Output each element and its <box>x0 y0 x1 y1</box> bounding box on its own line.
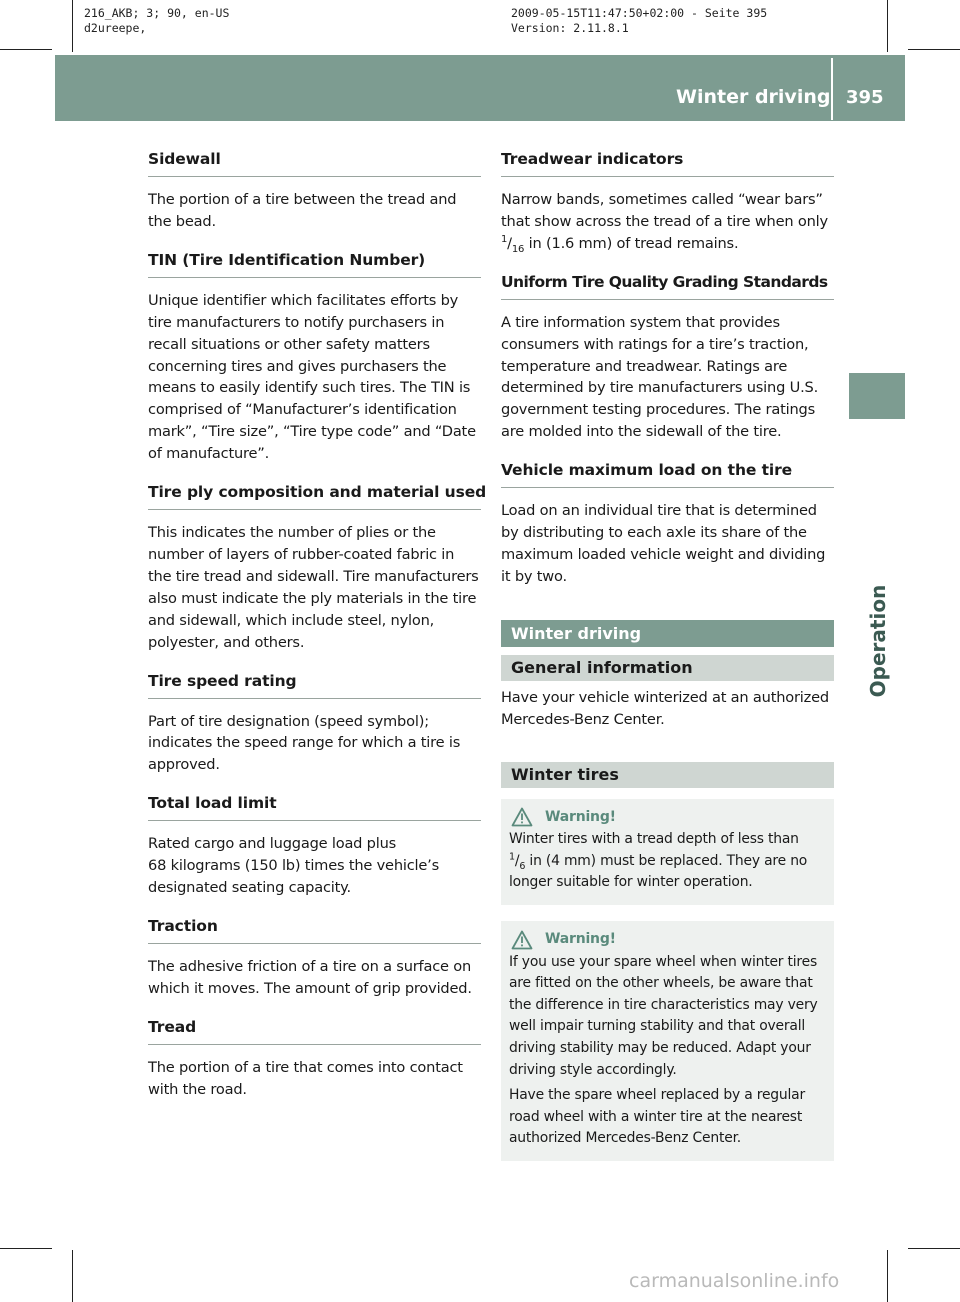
warning-text-part: in (4 mm) must be replaced. They are no longer suitable for winter operation. <box>509 852 808 891</box>
crop-mark <box>0 1248 52 1249</box>
side-tab-marker <box>849 373 905 419</box>
warning-header <box>509 807 826 829</box>
print-meta-left <box>84 6 229 36</box>
left-column <box>148 150 487 1119</box>
glossary-entry <box>148 917 481 1000</box>
subsection-heading: General information <box>501 655 834 681</box>
page-number: 395 <box>846 87 884 108</box>
glossary-term: Tread <box>148 1018 481 1045</box>
glossary-definition: Unique identifier which facilitates efforts by tire manufacturers to notify purchasers in recall situations or other safety matters concerning tires and gives purchasers the means to easily identify such tires. The TIN is comprised of “Manufacturer’s identification mark”, “Tire size”, “Tire type code” and “Date of manufacture”. <box>148 291 476 463</box>
glossary-entry <box>148 1018 481 1101</box>
warning-title: Warning! <box>545 808 616 825</box>
glossary-term: Total load limit <box>148 794 481 821</box>
glossary-definition: This indicates the number of plies or the number of layers of rubber-coated fabric in the tire tread and sidewall. Tire manufacturers also must indicate the ply materials in the tire and sidewall, which include steel, nylon, polyester, and others. <box>148 524 479 651</box>
glossary-definition: The portion of a tire that comes into contact with the road. <box>148 1058 463 1098</box>
print-meta-text: 2009-05-15T11:47:50+02:00 - Seite 395 <box>511 6 768 20</box>
right-column <box>501 150 834 1161</box>
glossary-term: Treadwear indicators <box>501 150 834 177</box>
glossary-definition: Load on an individual tire that is determined by distributing to each axle its share of the maximum loaded vehicle weight and dividing it by two. <box>501 502 826 585</box>
side-tab-label: Operation <box>866 584 890 698</box>
glossary-definition: Narrow bands, sometimes called “wear bars” that show across the tread of a tire when only $^1/_{16}$ in (1.6 mm) of tread remains. <box>501 191 828 255</box>
header-divider <box>831 58 833 120</box>
glossary-term: Sidewall <box>148 150 481 177</box>
page-title: Winter driving <box>676 86 831 108</box>
glossary-term: Vehicle maximum load on the tire <box>501 461 834 488</box>
crop-mark <box>908 49 960 50</box>
glossary-term: Uniform Tire Quality Grading Standards <box>501 273 834 300</box>
print-meta-text: Version: 2.11.8.1 <box>511 21 629 35</box>
glossary-entry <box>501 461 834 588</box>
warning-text-part: Winter tires with a tread depth of less than <box>509 831 799 848</box>
warning-box <box>501 921 834 1161</box>
section-text: Have your vehicle winterized at an authorized Mercedes-Benz Center. <box>501 688 829 728</box>
glossary-definition <box>148 833 481 899</box>
glossary-definition: A tire information system that provides consumers with ratings for a tire’s traction, temperature and treadwear. Ratings are determined by tire manufacturers using U.S. government testing procedures. The ratings are molded into the sidewall of the tire. <box>501 313 819 441</box>
watermark-text: carmanualsonline.info <box>629 1270 840 1292</box>
warning-triangle-icon <box>511 807 533 827</box>
crop-mark <box>72 1250 73 1302</box>
warning-header <box>509 929 826 951</box>
definition-line: 68 kilograms (150 lb) times the vehicle’s designated seating capacity. <box>148 857 440 897</box>
warning-text: Have the spare wheel replaced by a regular road wheel with a winter tire at the nearest authorized Mercedes-Benz Center. <box>509 1087 806 1147</box>
warning-triangle-icon <box>511 930 533 950</box>
glossary-entry <box>501 273 834 443</box>
definition-line: Rated cargo and luggage load plus <box>148 835 397 853</box>
print-meta-text: d2ureepe, <box>84 21 147 35</box>
glossary-definition: The adhesive friction of a tire on a surface on which it moves. The amount of grip provided. <box>148 957 472 997</box>
glossary-entry <box>501 150 834 255</box>
crop-mark <box>72 0 73 52</box>
glossary-entry <box>148 794 481 899</box>
subsection-heading: Winter tires <box>501 762 834 788</box>
fraction-denominator: 16 <box>511 243 525 255</box>
glossary-entry <box>148 251 481 465</box>
glossary-definition: Part of tire designation (speed symbol); indicates the speed range for which a tire is approved. <box>148 712 461 774</box>
glossary-entry <box>148 483 487 653</box>
crop-mark <box>908 1248 960 1249</box>
glossary-term: Tire ply composition and material used <box>148 483 481 510</box>
print-meta-text: 216_AKB; 3; 90, en-US <box>84 6 230 20</box>
crop-mark <box>887 1250 888 1302</box>
warning-text: If you use your spare wheel when winter tires are fitted on the other wheels, be aware that the difference in tire characteristics may very well impair turning stability and that overall driving stability may be reduced. Adapt your driving style accordingly. <box>509 953 818 1078</box>
definition-text: in (1.6 mm) of tread remains. <box>524 234 739 252</box>
definition-text: Narrow bands, sometimes called “wear bars” that show across the tread of a tire when only <box>501 191 828 230</box>
warning-title: Warning! <box>545 930 616 947</box>
glossary-entry <box>148 672 481 777</box>
glossary-term: Tire speed rating <box>148 672 481 699</box>
warning-text: Winter tires with a tread depth of less than $^1/_6$ in (4 mm) must be replaced. They are no longer suitable for winter operation. <box>509 831 808 891</box>
fraction-numerator: 1 <box>509 851 515 863</box>
glossary-definition: The portion of a tire between the tread and the bead. <box>148 191 457 230</box>
glossary-term: Traction <box>148 917 481 944</box>
crop-mark <box>887 0 888 52</box>
glossary-term: TIN (Tire Identification Number) <box>148 251 481 278</box>
print-meta-right <box>511 6 767 36</box>
fraction-numerator: 1 <box>501 233 508 245</box>
fraction-denominator: 6 <box>519 860 526 872</box>
glossary-entry <box>148 150 481 233</box>
crop-mark <box>0 49 52 50</box>
warning-box <box>501 799 834 905</box>
side-tab <box>858 566 898 716</box>
section-heading: Winter driving <box>501 620 834 647</box>
